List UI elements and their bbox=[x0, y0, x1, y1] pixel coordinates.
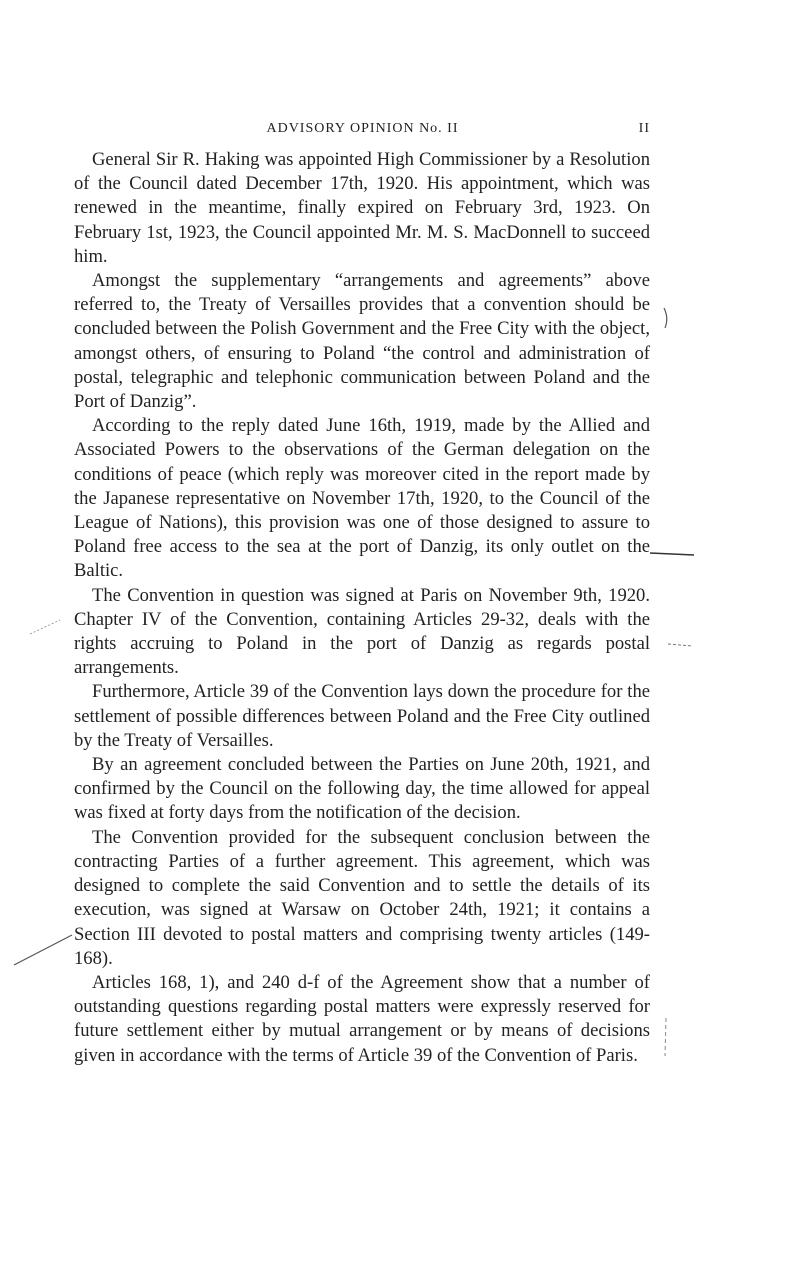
margin-underline-mark bbox=[650, 553, 694, 555]
page-number: II bbox=[638, 121, 650, 136]
paragraph-further-agreement: The Convention provided for the subsequent conclusion between the contracting Parties of a further agreement. This agreement, which was designed to complete the said Convention and to settle the details of its execution, was signed at Warsaw on October 24th, 1921; it contains a Section III devoted to postal matters and comprising twenty articles (149-168). bbox=[74, 826, 650, 969]
paragraph-outstanding-questions: Articles 168, 1), and 240 d-f of the Agreement show that a number of outstanding questions regarding postal matters were expressly reserved for future settlement either by mutual arrangement or by means of decisions given in accordance with the terms of Article 39 of the Convention of Paris. bbox=[74, 971, 650, 1066]
paragraph-appeal-period: By an agreement concluded between the Parties on June 20th, 1921, and confirmed by the Council on the following day, the time allowed for appeal was fixed at forty days from the notification of the decision. bbox=[74, 754, 650, 824]
body-text bbox=[74, 148, 650, 1068]
paragraph-reply-allied-powers: According to the reply dated June 16th, 1919, made by the Allied and Associated Powers to the observations of the German delegation on the conditions of peace (which reply was moreover cited in the report made by the Japanese representative on November 17th, 1920, to the Council of the League of Nations), this provision was one of those designed to assure to Poland free access to the sea at the port of Danzig, its only outlet on the Baltic. bbox=[74, 415, 650, 582]
margin-tick-mark-left bbox=[30, 620, 60, 634]
paragraph-high-commissioner: General Sir R. Haking was appointed High Commissioner by a Resolution of the Council dated December 17th, 1920. His appointment, which was renewed in the meantime, finally expired on February 3rd, 1923. On February 1st, 1923, the Council appointed Mr. M. S. MacDonnell to succeed him. bbox=[74, 149, 650, 267]
running-title: ADVISORY OPINION No. II bbox=[266, 121, 459, 136]
margin-slash-mark bbox=[14, 935, 72, 965]
margin-dash-mark-right bbox=[668, 644, 692, 646]
paragraph-convention-signed: The Convention in question was signed at Paris on November 9th, 1920. Chapter IV of the Convention, containing Articles 29-32, deals with the rights accruing to Poland in the port of Danzig as regards postal arrangements. bbox=[74, 584, 650, 679]
margin-vertical-mark bbox=[665, 1018, 666, 1056]
margin-bracket-mark bbox=[664, 308, 667, 328]
paragraph-supplementary-arrangements: Amongst the supplementary “arrangements and agreements” above referred to, the Treaty of Versailles provides that a convention should be concluded between the Polish Government and the Free City with the object, amongst others, of ensuring to Poland “the control and administration of postal, telegraphic and telephonic communication between Poland and the Port of Danzig”. bbox=[74, 270, 650, 413]
paragraph-article-39: Furthermore, Article 39 of the Convention lays down the procedure for the settlement of possible differences between Poland and the Free City outlined by the Treaty of Versailles. bbox=[74, 681, 650, 751]
running-header bbox=[75, 121, 650, 141]
